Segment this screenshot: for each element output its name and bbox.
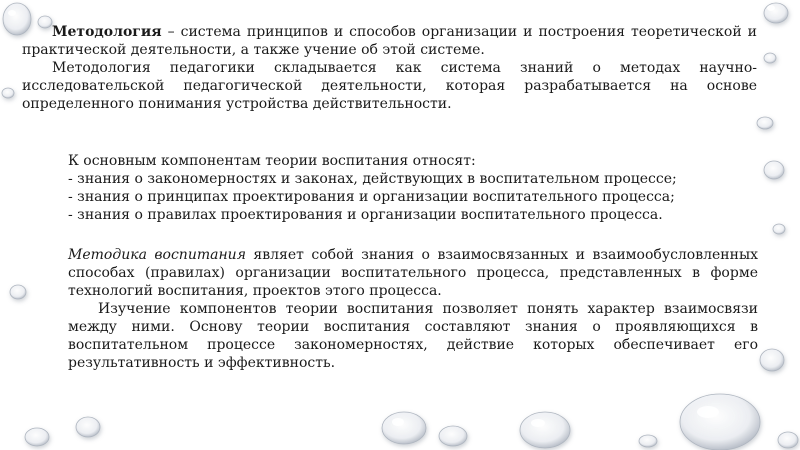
components-block [68,152,758,224]
component-item: - знания о правилах проектирования и организации воспитательного процесса. [68,207,663,223]
water-drop [2,88,14,98]
upbringing-method-text: являет собой знания о взаимосвязанных и взаимообусловленных способах (правилах) организации воспитательного процесса, представленных в форме технологий воспитания, проектов этого процесса. [68,247,758,299]
upbringing-method-paragraph [68,246,758,300]
component-item: - знания о принципах проектирования и организации воспитательного процесса; [68,189,675,205]
pedagogy-methodology-paragraph: Методология педагогики складывается как система знаний о методах научно-исследовательской педагогической деятельности, которая разрабатывается на основе определенного понимания устройства действительности. [22,60,757,112]
water-drop [382,412,426,444]
water-drop [639,435,657,447]
water-drop [520,412,570,448]
methodology-definition-block [22,23,757,113]
theory-components-paragraph: Изучение компонентов теории воспитания позволяет понять характер взаимосвязи между ними. Основу теории воспитания составляют знания о проявляющихся в воспитательном процессе закономерностях, действие которых обеспечивает его результативность и эффективность. [68,301,758,371]
water-drop [76,417,100,437]
upbringing-method-term: Методика воспитания [68,247,246,263]
methodology-definition-text: – система принципов и способов организации и построения теоретической и практической деятельности, а также учение об этой системе. [22,24,757,58]
water-drop [764,53,776,63]
water-drop [439,426,467,446]
upbringing-method-block [68,246,758,372]
water-drop [25,428,49,446]
component-item: - знания о закономерностях и законах, действующих в воспитательном процессе; [68,171,677,187]
water-drop [778,432,798,448]
water-drop [680,394,760,450]
water-drop [10,285,26,299]
components-intro: К основным компонентам теории воспитания относят: [68,153,476,169]
water-drop [764,3,788,23]
water-drop [764,161,784,179]
water-drop [773,224,785,234]
methodology-definition [22,23,757,59]
water-drop [757,117,773,129]
water-drop [760,349,784,371]
methodology-term: Методология [52,24,162,40]
